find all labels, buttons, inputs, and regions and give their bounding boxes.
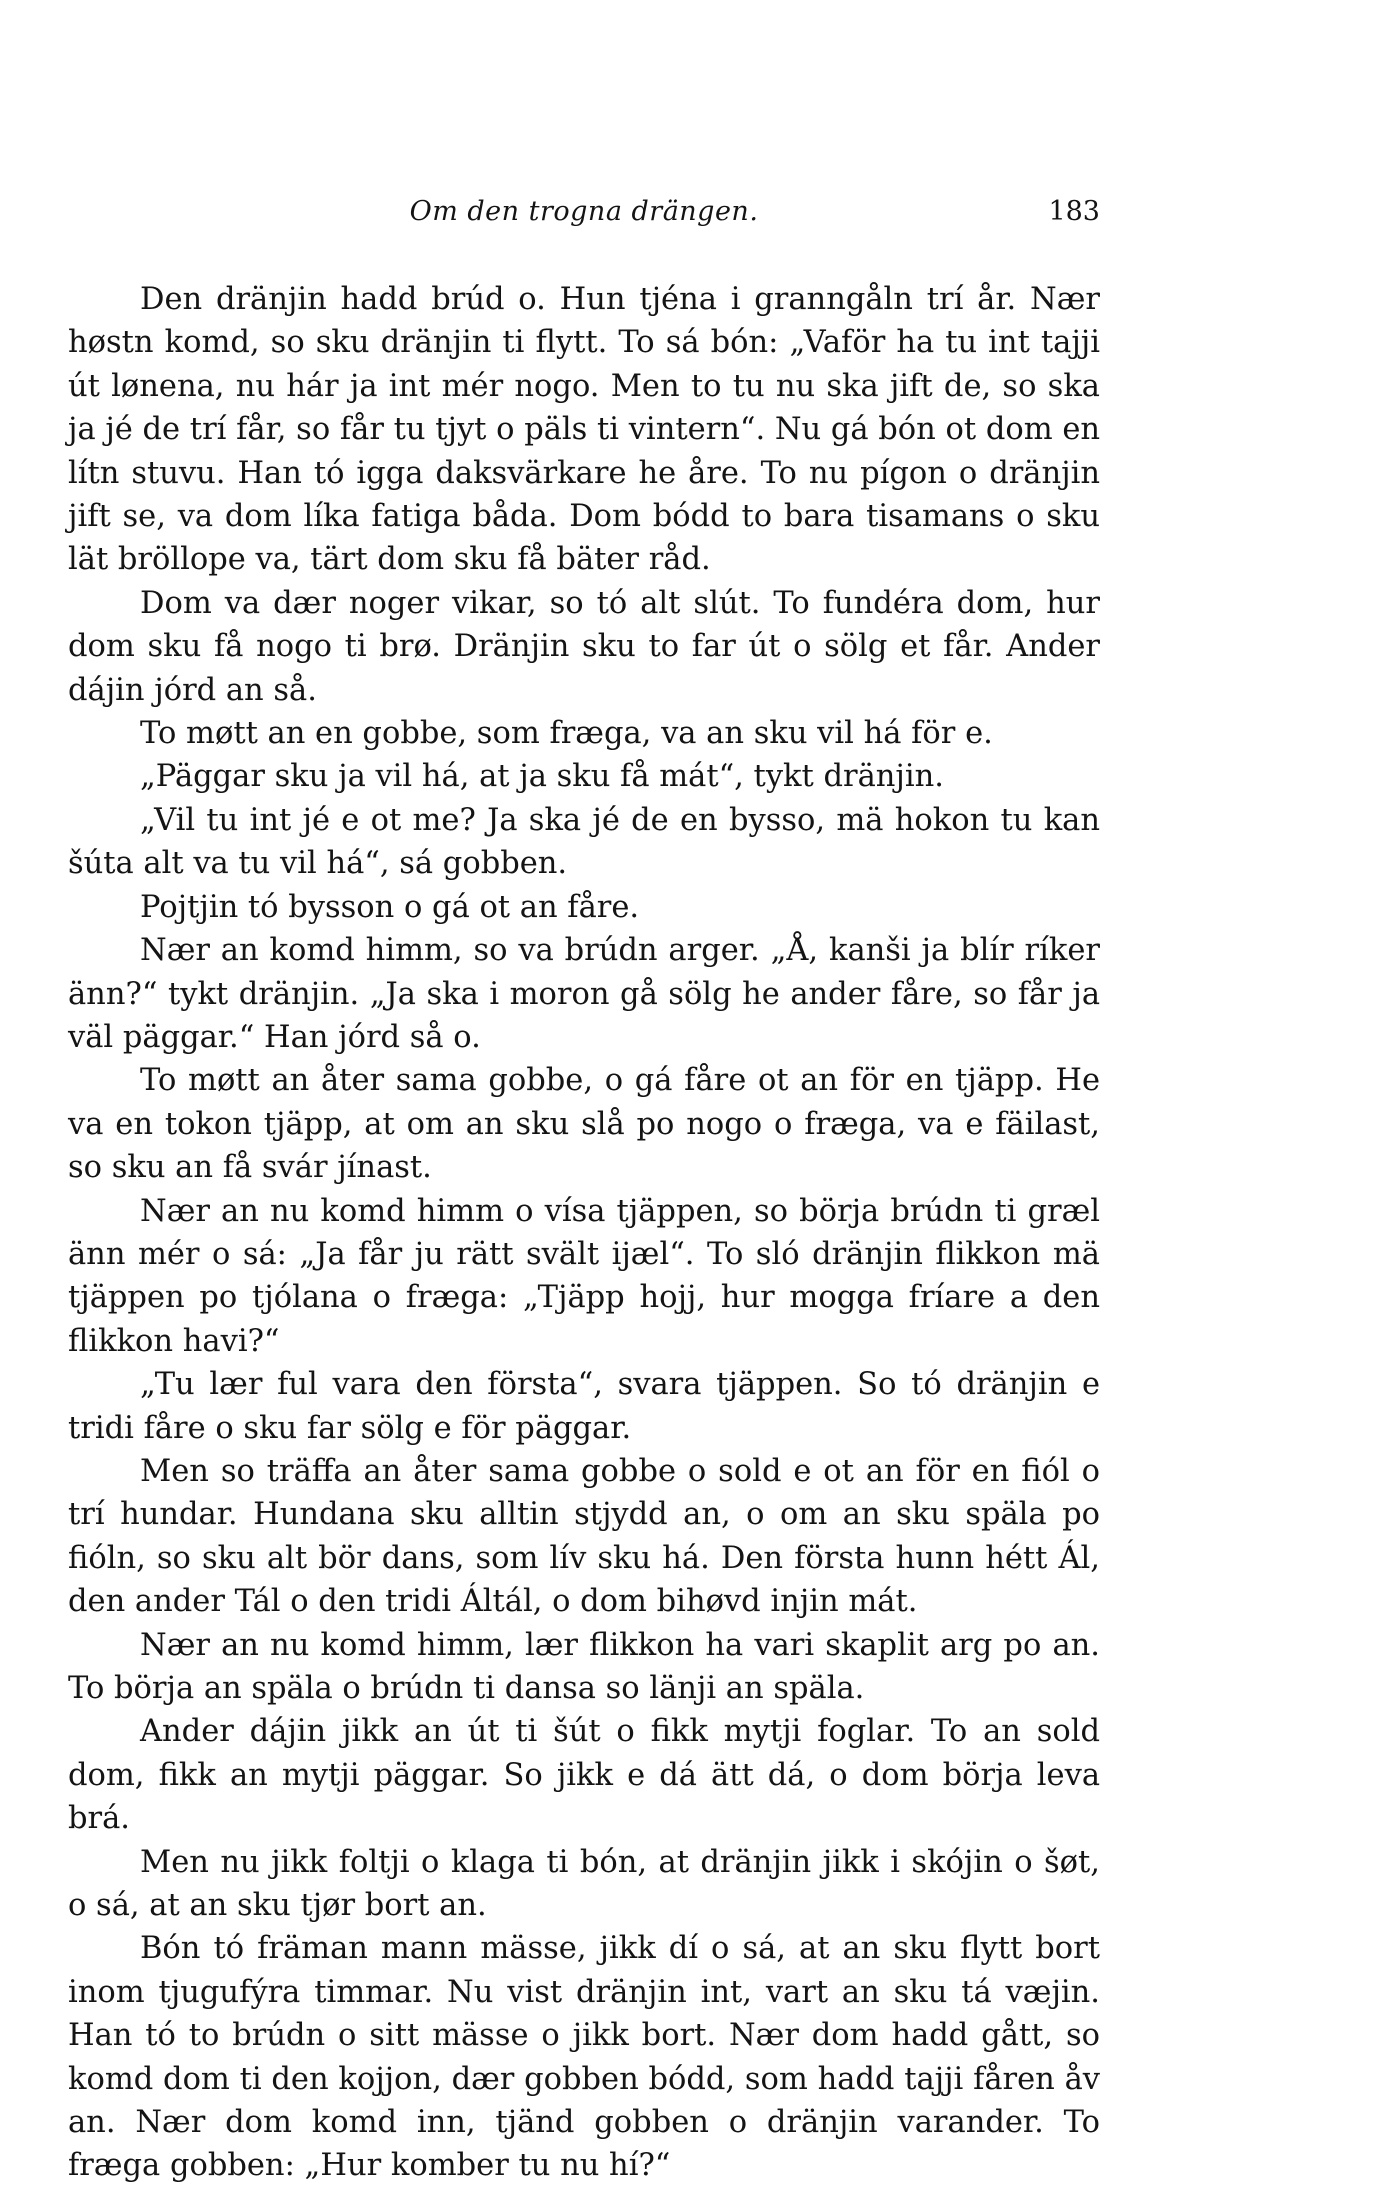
- paragraph: Den dränjin hadd brúd o. Hun tjéna i granngåln trí år. Nær høstn komd, so sku dränjin ti flytt. To sá bón: „Vaför ha tu int tajji út lønena, nu hár ja int mér nogo. Men to tu nu ska jift de, so ska ja jé de trí får, so får tu tjyt o päls ti vintern“. Nu gá bón ot dom en lítn stuvu. Han tó igga daksvärkare he åre. To nu pígon o dränjin jift se, va dom líka fatiga båda. Dom bódd to bara tisamans o sku lät bröllope va, tärt dom sku få bäter råd.: [68, 282, 1101, 578]
- paragraph: Pojtjin tó bysson o gá ot an fåre.: [140, 889, 640, 925]
- page-header: [68, 196, 1100, 240]
- paragraph: Men so träffa an åter sama gobbe o sold e ot an för en fiól o trí hundar. Hundana sku alltin stjydd an, o om an sku späla po fióln, so sku alt bör dans, som lív sku há. Den första hunn hétt Ál, den ander Tál o den tridi Áltál, o dom bihøvd injin mát.: [68, 1453, 1100, 1620]
- paragraph: Bón tó främan mann mässe, jikk dí o sá, at an sku flytt bort inom tjugufýra timmar. Nu vist dränjin int, vart an sku tá væjin. Han tó to brúdn o sitt mässe o jikk bort. Nær dom hadd gått, so komd dom ti den kojjon, dær gobben bódd, som hadd tajji fåren åv an. Nær dom komd inn, tjänd gobben o dränjin varander. To fræga gobben: „Hur komber tu nu hí?“: [68, 1931, 1100, 2184]
- running-title: Om den trogna drängen.: [409, 196, 759, 227]
- paragraph: Nær an komd himm, so va brúdn arger. „Å, kanši ja blír ríker änn?“ tykt dränjin. „Ja ska i moron gå sölg he ander fåre, so får ja väl päggar.“ Han jórd så o.: [68, 933, 1100, 1055]
- paragraph: To møtt an åter sama gobbe, o gá fåre ot an för en tjäpp. He va en tokon tjäpp, at om an sku slå po nogo o fræga, va e fäilast, so sku an få svár jínast.: [68, 1063, 1100, 1186]
- paragraph: Dom va dær noger vikar, so tó alt slút. To fundéra dom, hur dom sku få nogo ti brø. Dränjin sku to far út o sölg et får. Ander dájin jórd an så.: [68, 585, 1100, 708]
- paragraph: Nær an nu komd himm, lær flikkon ha vari skaplit arg po an. To börja an späla o brúdn ti dansa so länji an späla.: [68, 1627, 1100, 1706]
- paragraph: „Päggar sku ja vil há, at ja sku få mát“, tykt dränjin.: [140, 759, 944, 795]
- page-number: 183: [1048, 196, 1100, 227]
- body-text: [68, 278, 1100, 2188]
- paragraph: „Vil tu int jé e ot me? Ja ska jé de en bysso, mä hokon tu kan šúta alt va tu vil há“, sá gobben.: [68, 802, 1100, 882]
- paragraph: To møtt an en gobbe, som fræga, va an sku vil há för e.: [140, 716, 993, 752]
- paragraph: Men nu jikk foltji o klaga ti bón, at dränjin jikk i skójin o šøt, o sá, at an sku tjør bort an.: [68, 1844, 1100, 1924]
- paragraph: Ander dájin jikk an út ti šút o fikk mytji foglar. To an sold dom, fikk an mytji päggar. So jikk e dá ätt dá, o dom börja leva brá.: [68, 1714, 1100, 1837]
- paragraph: Nær an nu komd himm o vísa tjäppen, so börja brúdn ti græl änn mér o sá: „Ja får ju rätt svält ijæl“. To sló dränjin flikkon mä tjäppen po tjólana o fræga: „Tjäpp hojj, hur mogga fríare a den flikkon havi?“: [68, 1193, 1100, 1359]
- paragraph: „Tu lær ful vara den första“, svara tjäppen. So tó dränjin e tridi fåre o sku far sölg e för päggar.: [68, 1367, 1100, 1446]
